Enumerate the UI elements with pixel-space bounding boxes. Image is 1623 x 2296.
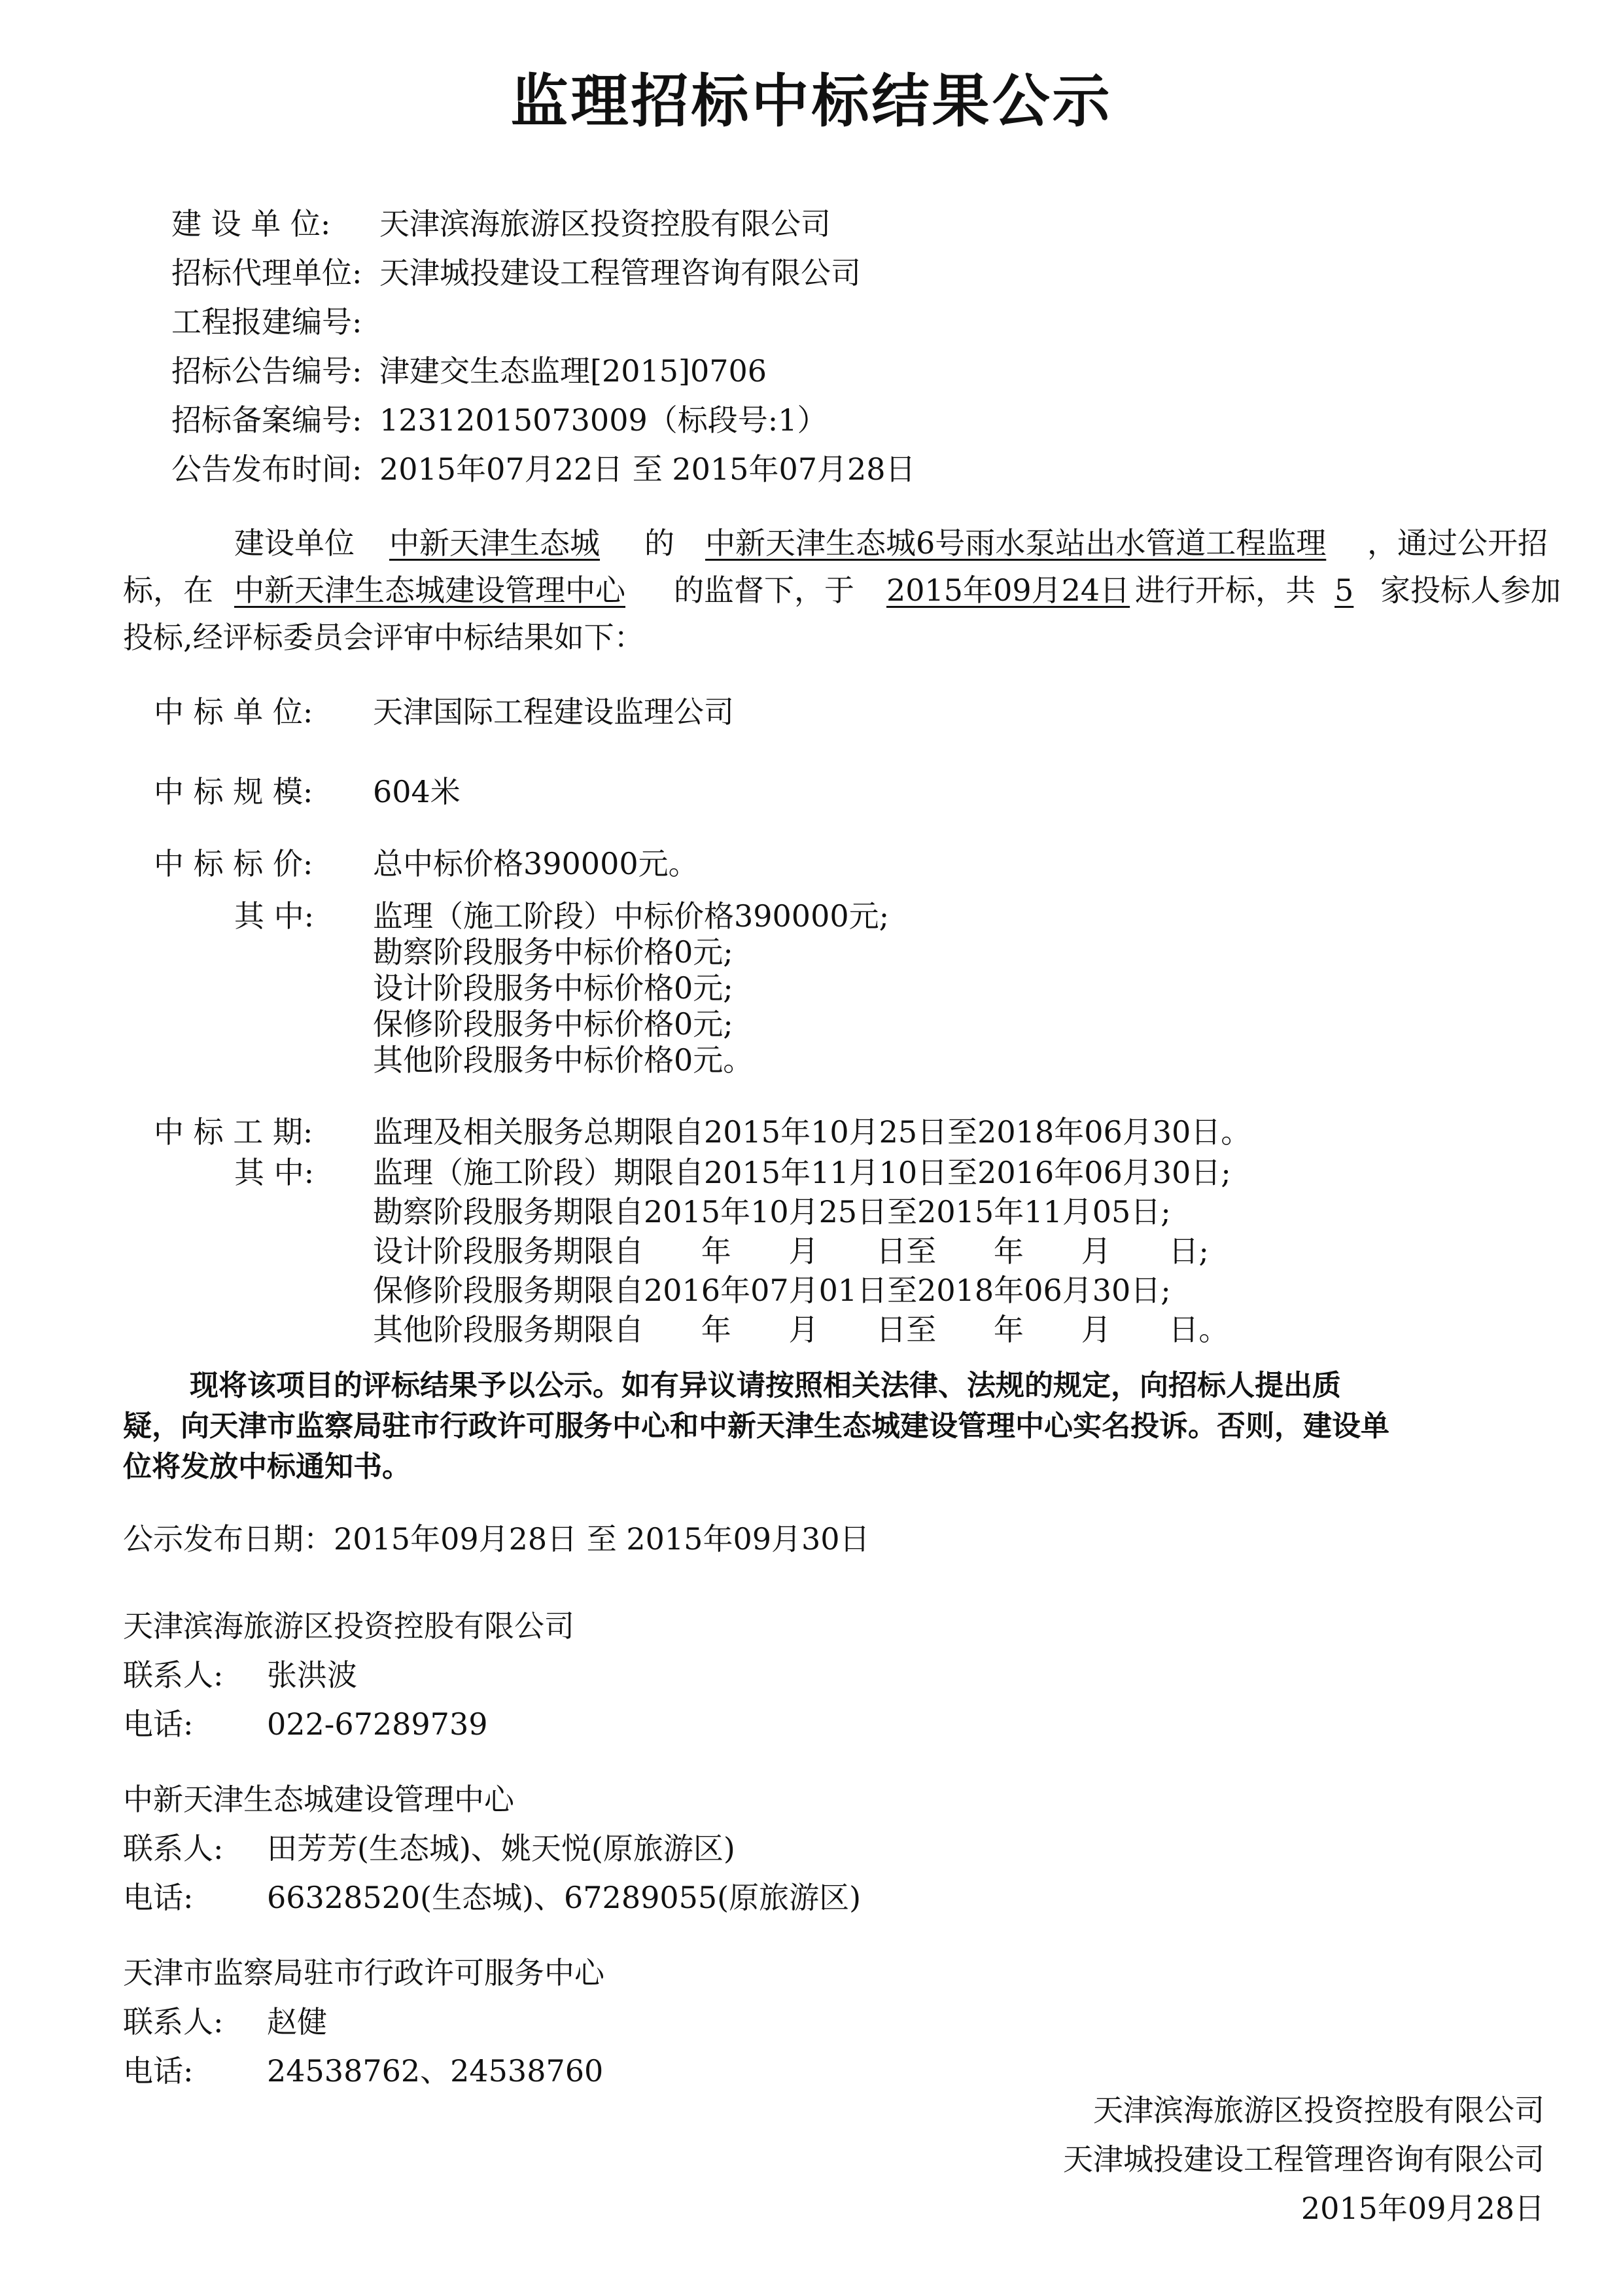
period-item: 保修阶段服务期限自2016年07月01日至2018年06月30日; xyxy=(373,1273,1171,1308)
intro-text: 建设单位 xyxy=(234,525,355,561)
intro-text: 进行开标，共 xyxy=(1135,573,1316,608)
header-label-notice-no: 招标公告编号: xyxy=(171,353,362,389)
contact-phone-label: 电话: xyxy=(123,1706,194,1742)
period-item: 设计阶段服务期限自 年 月 日至 年 月 日; xyxy=(373,1233,1209,1269)
period-label: 中 标 工 期: xyxy=(154,1114,313,1150)
contact-person: 张洪波 xyxy=(267,1657,357,1693)
intro-text: 投标,经评标委员会评审中标结果如下： xyxy=(123,620,644,655)
header-label-agency: 招标代理单位: xyxy=(171,255,362,291)
intro-bidders: 5 xyxy=(1335,573,1354,608)
price-label: 中 标 标 价: xyxy=(154,846,313,881)
header-value-record-no: 12312015073009（标段号:1） xyxy=(379,402,828,438)
header-label-project-no: 工程报建编号: xyxy=(171,304,362,340)
header-label-builder: 建 设 单 位: xyxy=(171,206,331,241)
contact-phone: 022-67289739 xyxy=(267,1706,488,1742)
header-value-notice-time: 2015年07月22日 至 2015年07月28日 xyxy=(379,451,916,487)
price-item: 设计阶段服务中标价格0元; xyxy=(373,970,733,1006)
contact-person-label: 联系人: xyxy=(123,1831,224,1866)
intro-text: 的 xyxy=(644,525,674,561)
scale-value: 604米 xyxy=(373,774,461,809)
publish-period: 公示发布日期：2015年09月28日 至 2015年09月30日 xyxy=(123,1521,870,1557)
notice-line: 疑，向天津市监察局驻市行政许可服务中心和中新天津生态城建设管理中心实名投诉。否则，建设单 xyxy=(123,1409,1389,1443)
intro-owner: 中新天津生态城 xyxy=(389,525,600,561)
period-item: 其他阶段服务期限自 年 月 日至 年 月 日。 xyxy=(373,1312,1229,1347)
contact-phone: 24538762、24538760 xyxy=(267,2053,604,2089)
intro-project: 中新天津生态城6号雨水泵站出水管道工程监理 xyxy=(705,525,1327,561)
header-label-notice-time: 公告发布时间: xyxy=(171,451,362,487)
period-total: 监理及相关服务总期限自2015年10月25日至2018年06月30日。 xyxy=(373,1114,1251,1150)
intro-text: 的监督下，于 xyxy=(674,573,854,608)
winner-label: 中 标 单 位: xyxy=(154,694,313,730)
price-total: 总中标价格390000元。 xyxy=(373,846,699,881)
header-value-builder: 天津滨海旅游区投资控股有限公司 xyxy=(379,206,831,241)
header-value-notice-no: 津建交生态监理[2015]0706 xyxy=(379,353,767,389)
page-title: 监理招标中标结果公示 xyxy=(510,67,1113,135)
contact-org: 天津市监察局驻市行政许可服务中心 xyxy=(123,1955,604,1990)
price-sub-label: 其 中: xyxy=(234,898,315,934)
price-item: 其他阶段服务中标价格0元。 xyxy=(373,1042,754,1078)
intro-text: 标，在 xyxy=(123,573,213,608)
intro-text: ，通过公开招 xyxy=(1367,525,1548,561)
price-item: 监理（施工阶段）中标价格390000元; xyxy=(373,898,890,934)
contact-org: 天津滨海旅游区投资控股有限公司 xyxy=(123,1608,574,1644)
contact-phone-label: 电话: xyxy=(123,1880,194,1915)
signature-date: 2015年09月28日 xyxy=(1300,2191,1544,2226)
contact-person-label: 联系人: xyxy=(123,2004,224,2040)
notice-line: 位将发放中标通知书。 xyxy=(123,1450,411,1483)
period-item: 监理（施工阶段）期限自2015年11月10日至2016年06月30日; xyxy=(373,1155,1231,1190)
period-sub-label: 其 中: xyxy=(234,1155,315,1190)
scale-label: 中 标 规 模: xyxy=(154,774,313,809)
header-label-record-no: 招标备案编号: xyxy=(171,402,362,438)
contact-person: 田芳芳(生态城)、姚天悦(原旅游区) xyxy=(267,1831,735,1866)
contact-person: 赵健 xyxy=(267,2004,327,2040)
intro-open-date: 2015年09月24日 xyxy=(886,573,1130,608)
price-item: 勘察阶段服务中标价格0元; xyxy=(373,934,733,970)
period-item: 勘察阶段服务期限自2015年10月25日至2015年11月05日; xyxy=(373,1194,1171,1229)
signature-org: 天津城投建设工程管理咨询有限公司 xyxy=(1063,2142,1544,2177)
contact-person-label: 联系人: xyxy=(123,1657,224,1693)
contact-phone-label: 电话: xyxy=(123,2053,194,2089)
contact-org: 中新天津生态城建设管理中心 xyxy=(123,1782,514,1817)
intro-text: 家投标人参加 xyxy=(1380,573,1561,608)
contact-phone: 66328520(生态城)、67289055(原旅游区) xyxy=(267,1880,862,1915)
header-value-agency: 天津城投建设工程管理咨询有限公司 xyxy=(379,255,861,291)
signature-org: 天津滨海旅游区投资控股有限公司 xyxy=(1093,2093,1544,2128)
price-item: 保修阶段服务中标价格0元; xyxy=(373,1006,733,1042)
notice-line: 现将该项目的评标结果予以公示。如有异议请按照相关法律、法规的规定，向招标人提出质 xyxy=(190,1369,1341,1402)
winner-value: 天津国际工程建设监理公司 xyxy=(373,694,734,730)
intro-supervisor: 中新天津生态城建设管理中心 xyxy=(234,573,625,608)
